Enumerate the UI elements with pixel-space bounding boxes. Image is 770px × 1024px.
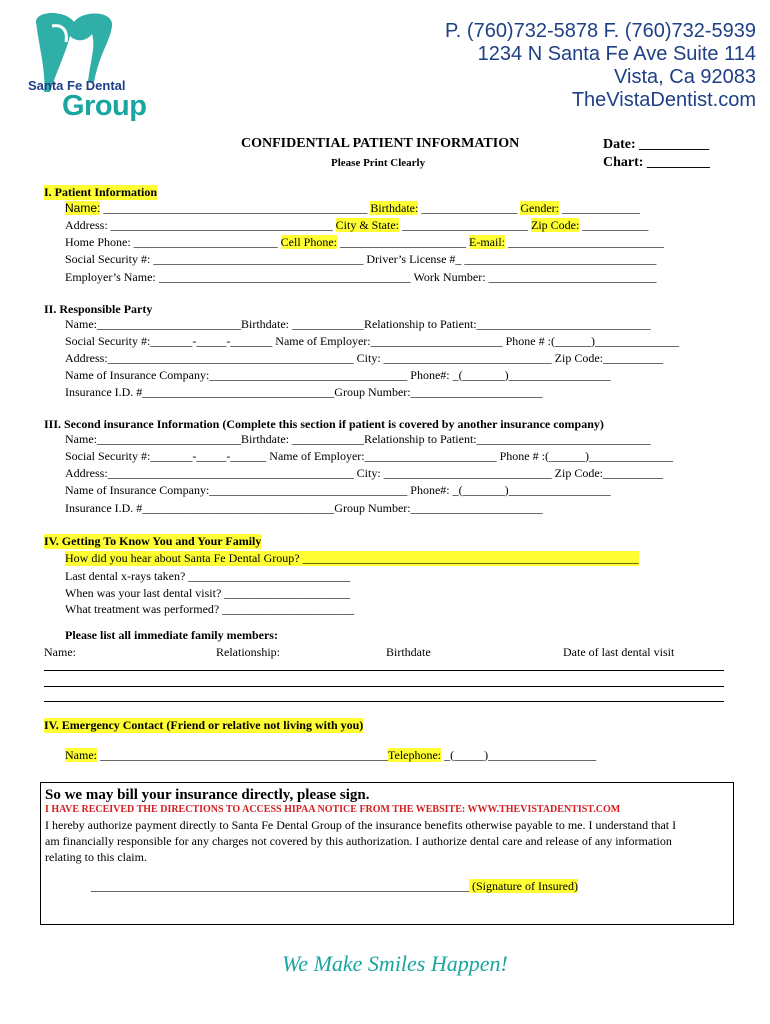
email-line[interactable]: __________________________ <box>505 235 665 249</box>
chart-field[interactable]: Chart: _________ <box>603 155 710 170</box>
emergency-row[interactable] <box>65 748 596 763</box>
employer-row[interactable]: Employer’s Name: __________________________________________ Work Number: ____________________________ <box>65 270 657 284</box>
rp-line5[interactable]: Insurance I.D. #________________________________Group Number:______________________ <box>65 385 543 399</box>
section3-title: III. Second insurance Information (Complete this section if patient is covered by another insurance company) <box>44 417 604 431</box>
address-field[interactable]: Address: _____________________________________ <box>65 218 333 232</box>
contact-website: TheVistaDentist.com <box>571 89 756 111</box>
zip-line[interactable]: ___________ <box>579 218 649 232</box>
home-phone-field[interactable]: Home Phone: ________________________ <box>65 235 278 249</box>
section1-title: I. Patient Information <box>44 185 157 199</box>
family-row-line[interactable] <box>44 686 724 687</box>
section2-title: II. Responsible Party <box>44 302 153 316</box>
family-prompt: Please list all immediate family members: <box>65 628 278 642</box>
si-line3[interactable]: Address:_________________________________________ City: ____________________________ Zip Code:__________ <box>65 466 663 480</box>
section4-title: IV. Getting To Know You and Your Family <box>44 534 262 548</box>
birthdate-label: Birthdate: <box>370 201 419 215</box>
emergency-telephone-label: Telephone: <box>388 748 442 762</box>
patient-phone-row[interactable] <box>65 235 664 250</box>
email-label: E-mail: <box>469 235 506 249</box>
citystate-line[interactable]: _____________________ <box>399 218 529 232</box>
contact-block <box>445 20 756 112</box>
signature-line[interactable]: _______________________________________________________________ <box>91 879 469 893</box>
rp-line3[interactable]: Address:_________________________________________ City: ____________________________ Zip Code:__________ <box>65 351 663 365</box>
patient-name-row[interactable] <box>65 201 640 216</box>
signature-row[interactable] <box>91 879 578 894</box>
si-line2[interactable]: Social Security #:_______-_____-______ Name of Employer:______________________ Phone # :(______)______________ <box>65 449 673 463</box>
logo-name: Santa Fe Dental <box>28 78 126 93</box>
citystate-label: City & State: <box>335 218 400 232</box>
si-line4[interactable]: Name of Insurance Company:_________________________________ Phone#: _(_______)_________________ <box>65 483 611 497</box>
gender-label: Gender: <box>520 201 559 215</box>
emergency-name-line[interactable]: ________________________________________________ <box>97 748 388 762</box>
ssn-row[interactable]: Social Security #: ___________________________________ Driver’s License #_ ________________________________ <box>65 252 657 266</box>
si-line1[interactable]: Name:________________________Birthdate: ____________Relationship to Patient:_____________________________ <box>65 432 651 446</box>
logo-group: Group <box>62 90 147 122</box>
family-col-visit: Date of last dental visit <box>563 645 675 659</box>
family-col-name: Name: <box>44 645 76 659</box>
contact-address2: Vista, Ca 92083 <box>614 66 756 88</box>
family-row-line[interactable] <box>44 701 724 702</box>
form-title: CONFIDENTIAL PATIENT INFORMATION <box>241 136 520 151</box>
signature-box <box>40 782 734 925</box>
emergency-name-label: Name: <box>65 748 97 762</box>
form-subtitle: Please Print Clearly <box>331 157 426 169</box>
q-treatment[interactable]: What treatment was performed? ______________________ <box>65 602 355 616</box>
date-field[interactable]: Date: __________ <box>603 137 710 152</box>
hipaa-notice: I HAVE RECEIVED THE DIRECTIONS TO ACCESS HIPAA NOTICE FROM THE WEBSITE: WWW.THEVISTADENTIST.COM <box>45 804 621 815</box>
authorization-text-2: am financially responsible for any charges not covered by this authorization. I authorize dental care and release of any information <box>45 834 672 848</box>
q-xrays[interactable]: Last dental x-rays taken? ___________________________ <box>65 569 351 583</box>
patient-address-row[interactable] <box>65 218 648 233</box>
family-col-relationship: Relationship: <box>216 645 280 659</box>
rp-line4[interactable]: Name of Insurance Company:_________________________________ Phone#: _(_______)_________________ <box>65 368 611 382</box>
cell-line[interactable]: _____________________ <box>337 235 467 249</box>
q-last-visit[interactable]: When was your last dental visit? _____________________ <box>65 586 351 600</box>
section5-title: IV. Emergency Contact (Friend or relative not living with you) <box>44 718 364 732</box>
rp-line2[interactable]: Social Security #:_______-_____-_______ Name of Employer:______________________ Phone # :(______)______________ <box>65 334 679 348</box>
cell-label: Cell Phone: <box>280 235 338 249</box>
gender-line[interactable]: _____________ <box>559 201 640 215</box>
name-label: Name: <box>65 201 101 215</box>
authorization-text-1: I hereby authorize payment directly to Santa Fe Dental Group of the insurance benefits otherwise payable to me. I understand that I <box>45 818 677 832</box>
name-line[interactable]: ____________________________________________ <box>100 201 368 215</box>
si-line5[interactable]: Insurance I.D. #________________________________Group Number:______________________ <box>65 501 543 515</box>
signature-title: So we may bill your insurance directly, please sign. <box>45 787 370 803</box>
family-col-birthdate: Birthdate <box>386 645 431 659</box>
signature-label: (Signature of Insured) <box>469 879 578 893</box>
zip-label: Zip Code: <box>531 218 580 232</box>
rp-line1[interactable]: Name:________________________Birthdate: ____________Relationship to Patient:_____________________________ <box>65 317 651 331</box>
family-row-line[interactable] <box>44 670 724 671</box>
footer-tagline: We Make Smiles Happen! <box>282 951 508 976</box>
contact-phones: P. (760)732-5878 F. (760)732-5939 <box>445 20 756 42</box>
birthdate-line[interactable]: ________________ <box>418 201 518 215</box>
contact-address1: 1234 N Santa Fe Ave Suite 114 <box>477 43 756 65</box>
authorization-text-3: relating to this claim. <box>45 850 147 864</box>
logo <box>22 12 162 124</box>
q-heard-about[interactable]: How did you hear about Santa Fe Dental Group? ________________________________________________________ <box>65 551 639 565</box>
emergency-telephone-line[interactable]: _(_____)__________________ <box>441 748 597 762</box>
